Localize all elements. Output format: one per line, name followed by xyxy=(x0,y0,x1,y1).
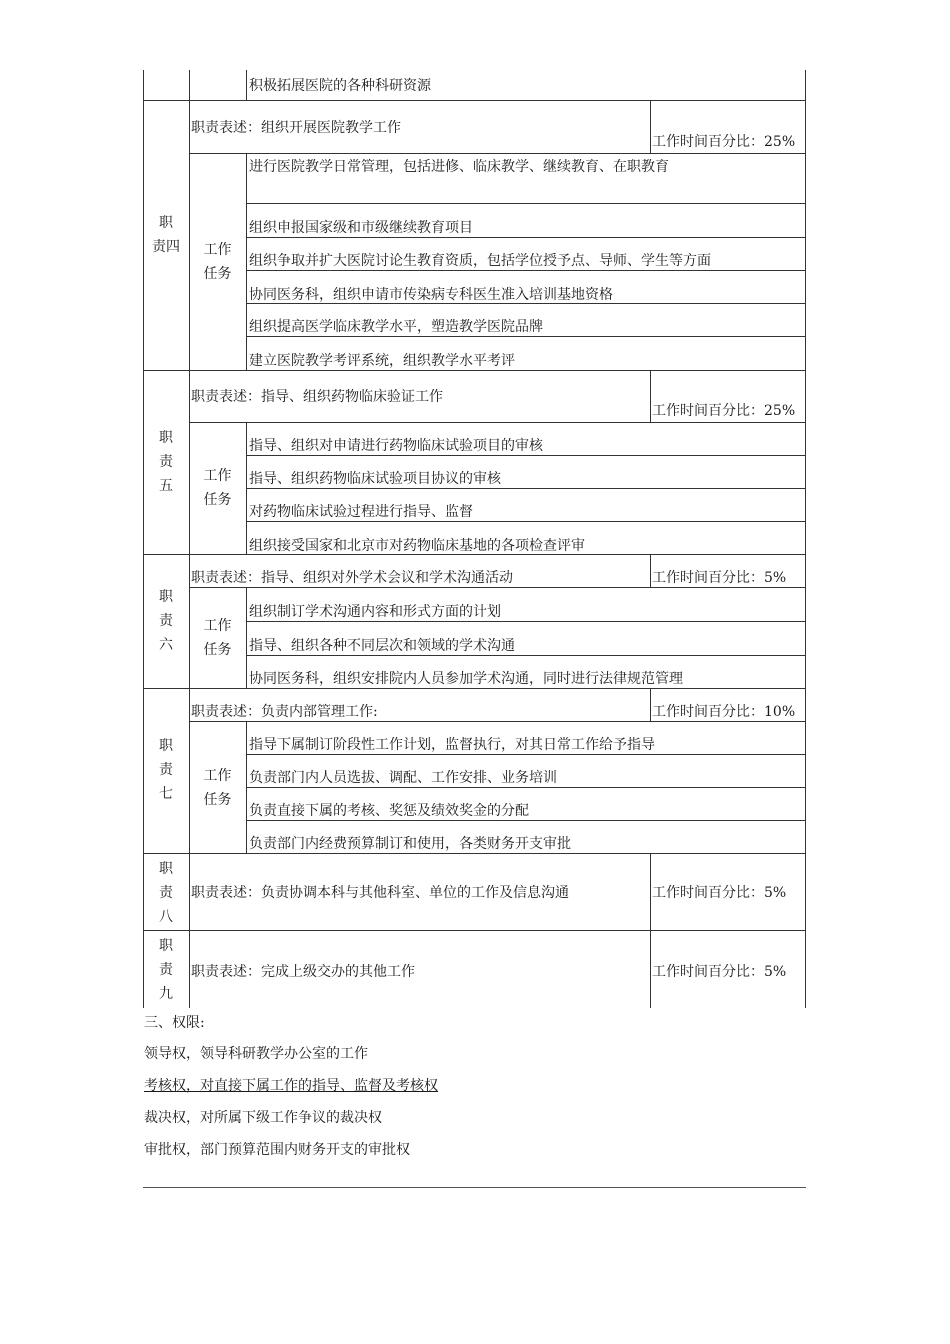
task-text: 指导下属制订阶段性工作计划，监督执行，对其日常工作给予指导 xyxy=(249,737,655,753)
duty-description: 职责表述：负责内部管理工作: xyxy=(191,704,378,720)
duty-description: 职责表述：组织开展医院教学工作 xyxy=(191,120,401,136)
task-text: 组织提高医学临床教学水平，塑造教学医院品牌 xyxy=(249,319,543,335)
task-text: 对药物临床试验过程进行指导、监督 xyxy=(249,504,473,520)
duty-description: 职责表述：负责协调本科与其他科室、单位的工作及信息沟通 xyxy=(191,885,569,901)
duty-description: 职责表述：指导、组织对外学术会议和学术沟通活动 xyxy=(191,570,513,586)
task-text: 积极拓展医院的各种科研资源 xyxy=(249,78,431,94)
task-text: 组织申报国家级和市级继续教育项目 xyxy=(249,220,473,236)
duty-label: 职 责 六 xyxy=(159,589,173,653)
section-heading: 三、权限: xyxy=(144,1015,205,1031)
duty-label: 职 责 七 xyxy=(159,738,173,802)
duty-description: 职责表述：指导、组织药物临床验证工作 xyxy=(191,389,443,405)
authority-item: 裁决权，对所属下级工作争议的裁决权 xyxy=(144,1110,382,1126)
work-task-label: 工作 任务 xyxy=(203,618,232,658)
time-percentage: 工作时间百分比：25% xyxy=(652,403,796,419)
time-percentage: 工作时间百分比：25% xyxy=(652,134,796,150)
work-task-label: 工作 任务 xyxy=(203,242,232,282)
task-text: 建立医院教学考评系统，组织教学水平考评 xyxy=(249,353,515,369)
time-percentage: 工作时间百分比：5% xyxy=(652,570,787,586)
time-percentage: 工作时间百分比：5% xyxy=(652,885,787,901)
task-text: 组织制订学术沟通内容和形式方面的计划 xyxy=(249,604,501,620)
task-text: 指导、组织药物临床试验项目协议的审核 xyxy=(249,471,501,487)
task-text: 组织争取并扩大医院讨论生教育资质，包括学位授予点、导师、学生等方面 xyxy=(249,253,711,269)
duty-label: 职 责 五 xyxy=(159,430,173,494)
task-text: 协同医务科，组织安排院内人员参加学术沟通，同时进行法律规范管理 xyxy=(249,671,683,687)
task-text: 进行医院教学日常管理，包括进修、临床教学、继续教育、在职教育 xyxy=(249,159,669,175)
authority-item: 考核权，对直接下属工作的指导、监督及考核权 xyxy=(144,1078,438,1094)
work-task-label: 工作 任务 xyxy=(203,768,232,808)
task-text: 组织接受国家和北京市对药物临床基地的各项检查评审 xyxy=(249,538,585,554)
authority-item: 审批权，部门预算范围内财务开支的审批权 xyxy=(144,1142,410,1158)
work-task-label: 工作 任务 xyxy=(203,468,232,508)
duty-label: 职 责 八 xyxy=(159,861,173,925)
task-text: 协同医务科，组织申请市传染病专科医生准入培训基地资格 xyxy=(249,287,613,303)
duty-description: 职责表述：完成上级交办的其他工作 xyxy=(191,964,415,980)
bottom-divider xyxy=(143,1187,806,1188)
task-text: 负责部门内经费预算制订和使用，各类财务开支审批 xyxy=(249,836,571,852)
task-text: 负责直接下属的考核、奖惩及绩效奖金的分配 xyxy=(249,803,529,819)
task-text: 指导、组织对申请进行药物临床试验项目的审核 xyxy=(249,438,543,454)
duty-label: 职 责四 xyxy=(152,215,180,255)
authority-item: 领导权，领导科研教学办公室的工作 xyxy=(144,1046,368,1062)
time-percentage: 工作时间百分比：5% xyxy=(652,964,787,980)
time-percentage: 工作时间百分比：10% xyxy=(652,704,796,720)
task-text: 负责部门内人员选拔、调配、工作安排、业务培训 xyxy=(249,770,557,786)
task-text: 指导、组织各种不同层次和领域的学术沟通 xyxy=(249,638,515,654)
duty-label: 职 责 九 xyxy=(159,938,173,1002)
